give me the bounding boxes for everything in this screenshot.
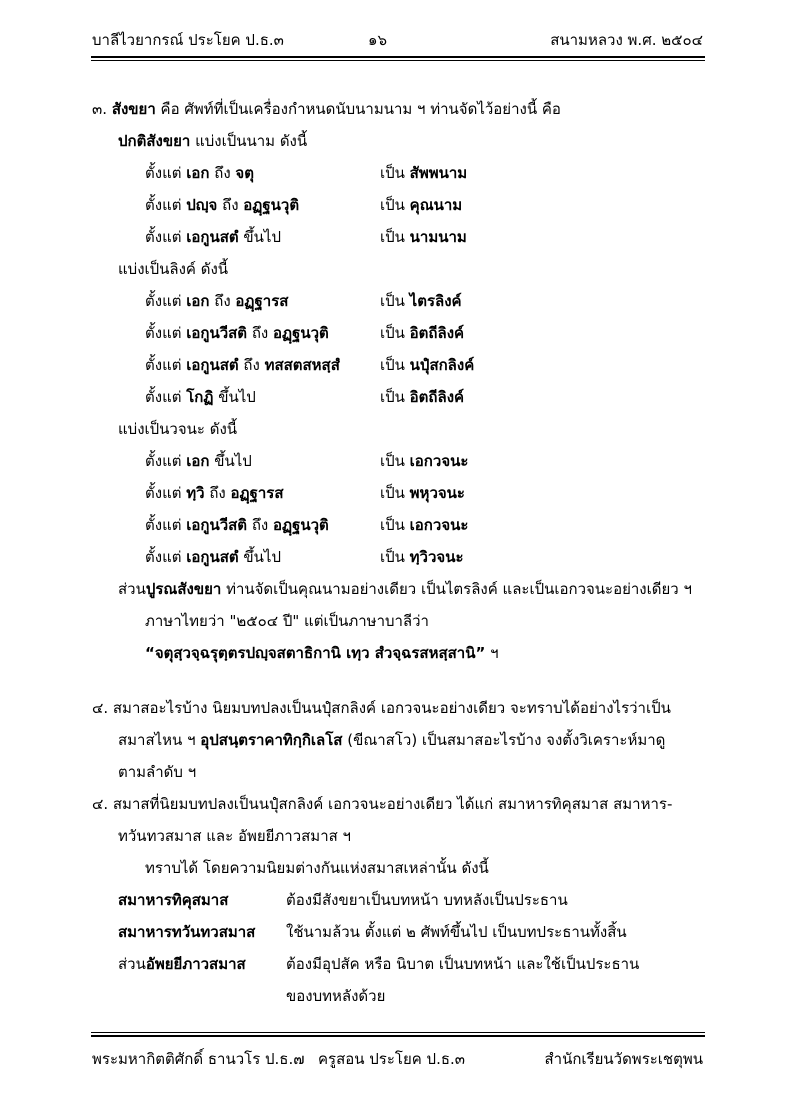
vacana-row: ตั้งแต่ เอกูนสตํ ขึ้นไป — [145, 548, 281, 566]
def-term: สมาหารทวันทวสมาส — [118, 923, 256, 941]
q4-question-line3: ตามลำดับ ฯ — [118, 763, 197, 781]
nama-result: เป็น คุณนาม — [380, 196, 463, 214]
pali-quote: “จตุสฺวจฺฉรุตฺตรปญฺจสตาธิกานิ เทฺว สํวจฺฉรสหสฺสานิ” — [145, 644, 486, 662]
footer-left: พระมหากิตติศักดิ์ ธานวโร ป.ธ.๗ — [92, 1050, 305, 1068]
linga-result: เป็น ไตรลิงค์ — [380, 292, 462, 310]
linga-row: ตั้งแต่ โกฏิ ขึ้นไป — [145, 388, 256, 406]
footer-right: สำนักเรียนวัดพระเชตุพน — [544, 1050, 703, 1068]
thai-year-line: ภาษาไทยว่า "๒๕๐๔ ปี" แต่เป็นภาษาบาลีว่า — [145, 612, 429, 630]
linga-result: เป็น อิตถีลิงค์ — [380, 388, 465, 406]
q4-answer-line3: ทราบได้ โดยความนิยมต่างกันแห่งสมาสเหล่านั้น ดังนี้ — [145, 859, 489, 877]
pakati-term: ปกติสังขยา — [118, 132, 191, 150]
q3-number: ๓. — [92, 100, 108, 118]
pakati-heading — [118, 131, 307, 151]
q4-answer-number: ๔. — [92, 795, 109, 813]
header-page-number: ๑๖ — [368, 31, 388, 49]
nama-row: ตั้งแต่ เอกูนสตํ ขึ้นไป — [145, 228, 281, 246]
q3-heading — [92, 99, 561, 119]
vacana-result: เป็น เอกวจนะ — [380, 516, 469, 534]
q4-question-term: อุปสนฺตราคาทิกฺกิเลโส — [200, 731, 343, 749]
q4-answer-line1: ๔. สมาสที่นิยมบทปลงเป็นนปุํสกลิงค์ เอกวจนะอย่างเดียว ได้แก่ สมาหารทิคุสมาส สมาหาร- — [92, 795, 673, 813]
q3-term: สังขยา — [111, 100, 156, 118]
linga-row: ตั้งแต่ เอก ถึง อฏฺฐารส — [145, 292, 289, 310]
q4-question-line1: ๔. สมาสอะไรบ้าง นิยมบทปลงเป็นนปุํสกลิงค์ เอกวจนะอย่างเดียว จะทราบได้อย่างไรว่าเป็น — [92, 699, 671, 717]
linga-result: เป็น นปุํสกลิงค์ — [380, 356, 475, 374]
linga-result: เป็น อิตถีลิงค์ — [380, 324, 465, 342]
linga-row: ตั้งแต่ เอกูนสตํ ถึง ทสสตสหสฺสํ — [145, 356, 340, 374]
header-rule — [91, 56, 705, 58]
vacana-result: เป็น พหุวจนะ — [380, 484, 465, 502]
header-right: สนามหลวง พ.ศ. ๒๕๐๔ — [550, 31, 703, 49]
vacana-result: เป็น ทฺวิวจนะ — [380, 548, 464, 566]
vacana-row: ตั้งแต่ เอกูนวีสติ ถึง อฏฺฐนวุติ — [145, 516, 329, 534]
footer-rule-thin — [91, 1032, 705, 1033]
q4-question-number: ๔. — [92, 699, 109, 717]
linga-heading: แบ่งเป็นลิงค์ ดังนี้ — [118, 260, 229, 278]
q3-definition: คือ ศัพท์ที่เป็นเครื่องกำหนดนับนามนาม ฯ ท่านจัดไว้อย่างนี้ คือ — [155, 100, 561, 118]
vacana-row: ตั้งแต่ ทฺวิ ถึง อฏฺฐารส — [145, 484, 284, 502]
purana-line: ส่วนปูรณสังขยา ท่านจัดเป็นคุณนามอย่างเดียว เป็นไตรลิงค์ และเป็นเอกวจนะอย่างเดียว ฯ — [118, 580, 692, 598]
q4-answer-line2: ทวันทวสมาส และ อัพยยีภาวสมาส ฯ — [118, 827, 351, 845]
def-desc: ต้องมีอุปสัค หรือ นิบาต เป็นบทหน้า และใช้เป็นประธาน — [286, 955, 640, 973]
nama-result: เป็น นามนาม — [380, 228, 467, 246]
footer-center: ครูสอน ประโยค ป.ธ.๓ — [318, 1050, 466, 1068]
header-left: บาลีไวยากรณ์ ประโยค ป.ธ.๓ — [92, 31, 284, 49]
def-desc: ต้องมีสังขยาเป็นบทหน้า บทหลังเป็นประธาน — [286, 891, 568, 909]
vacana-heading: แบ่งเป็นวจนะ ดังนี้ — [118, 420, 238, 438]
purana-term: ปูรณสังขยา — [145, 580, 222, 598]
nama-result: เป็น สัพพนาม — [380, 164, 468, 182]
nama-row: ตั้งแต่ เอก ถึง จตุ — [145, 164, 254, 182]
q4-question-line2: สมาสไหน ฯ อุปสนฺตราคาทิกฺกิเลโส (ขีณาสโว) เป็นสมาสอะไรบ้าง จงตั้งวิเคราะห์มาดู — [118, 731, 666, 749]
pali-quote-line: “จตุสฺวจฺฉรุตฺตรปญฺจสตาธิกานิ เทฺว สํวจฺฉรสหสฺสานิ” ฯ — [145, 644, 499, 662]
pakati-text: แบ่งเป็นนาม ดังนี้ — [190, 132, 308, 150]
def-desc-continuation: ของบทหลังด้วย — [286, 987, 386, 1005]
def-term: ส่วนอัพยยีภาวสมาส — [118, 955, 246, 973]
footer-rule — [91, 1035, 705, 1037]
vacana-row: ตั้งแต่ เอก ขึ้นไป — [145, 452, 252, 470]
nama-row: ตั้งแต่ ปญฺจ ถึง อฏฺฐนวุติ — [145, 196, 300, 214]
def-term: สมาหารทิคุสมาส — [118, 891, 229, 909]
header-rule-thin — [91, 60, 705, 61]
def-desc: ใช้นามล้วน ตั้งแต่ ๒ ศัพท์ขึ้นไป เป็นบทประธานทั้งสิ้น — [286, 923, 627, 941]
linga-row: ตั้งแต่ เอกูนวีสติ ถึง อฏฺฐนวุติ — [145, 324, 329, 342]
vacana-result: เป็น เอกวจนะ — [380, 452, 469, 470]
